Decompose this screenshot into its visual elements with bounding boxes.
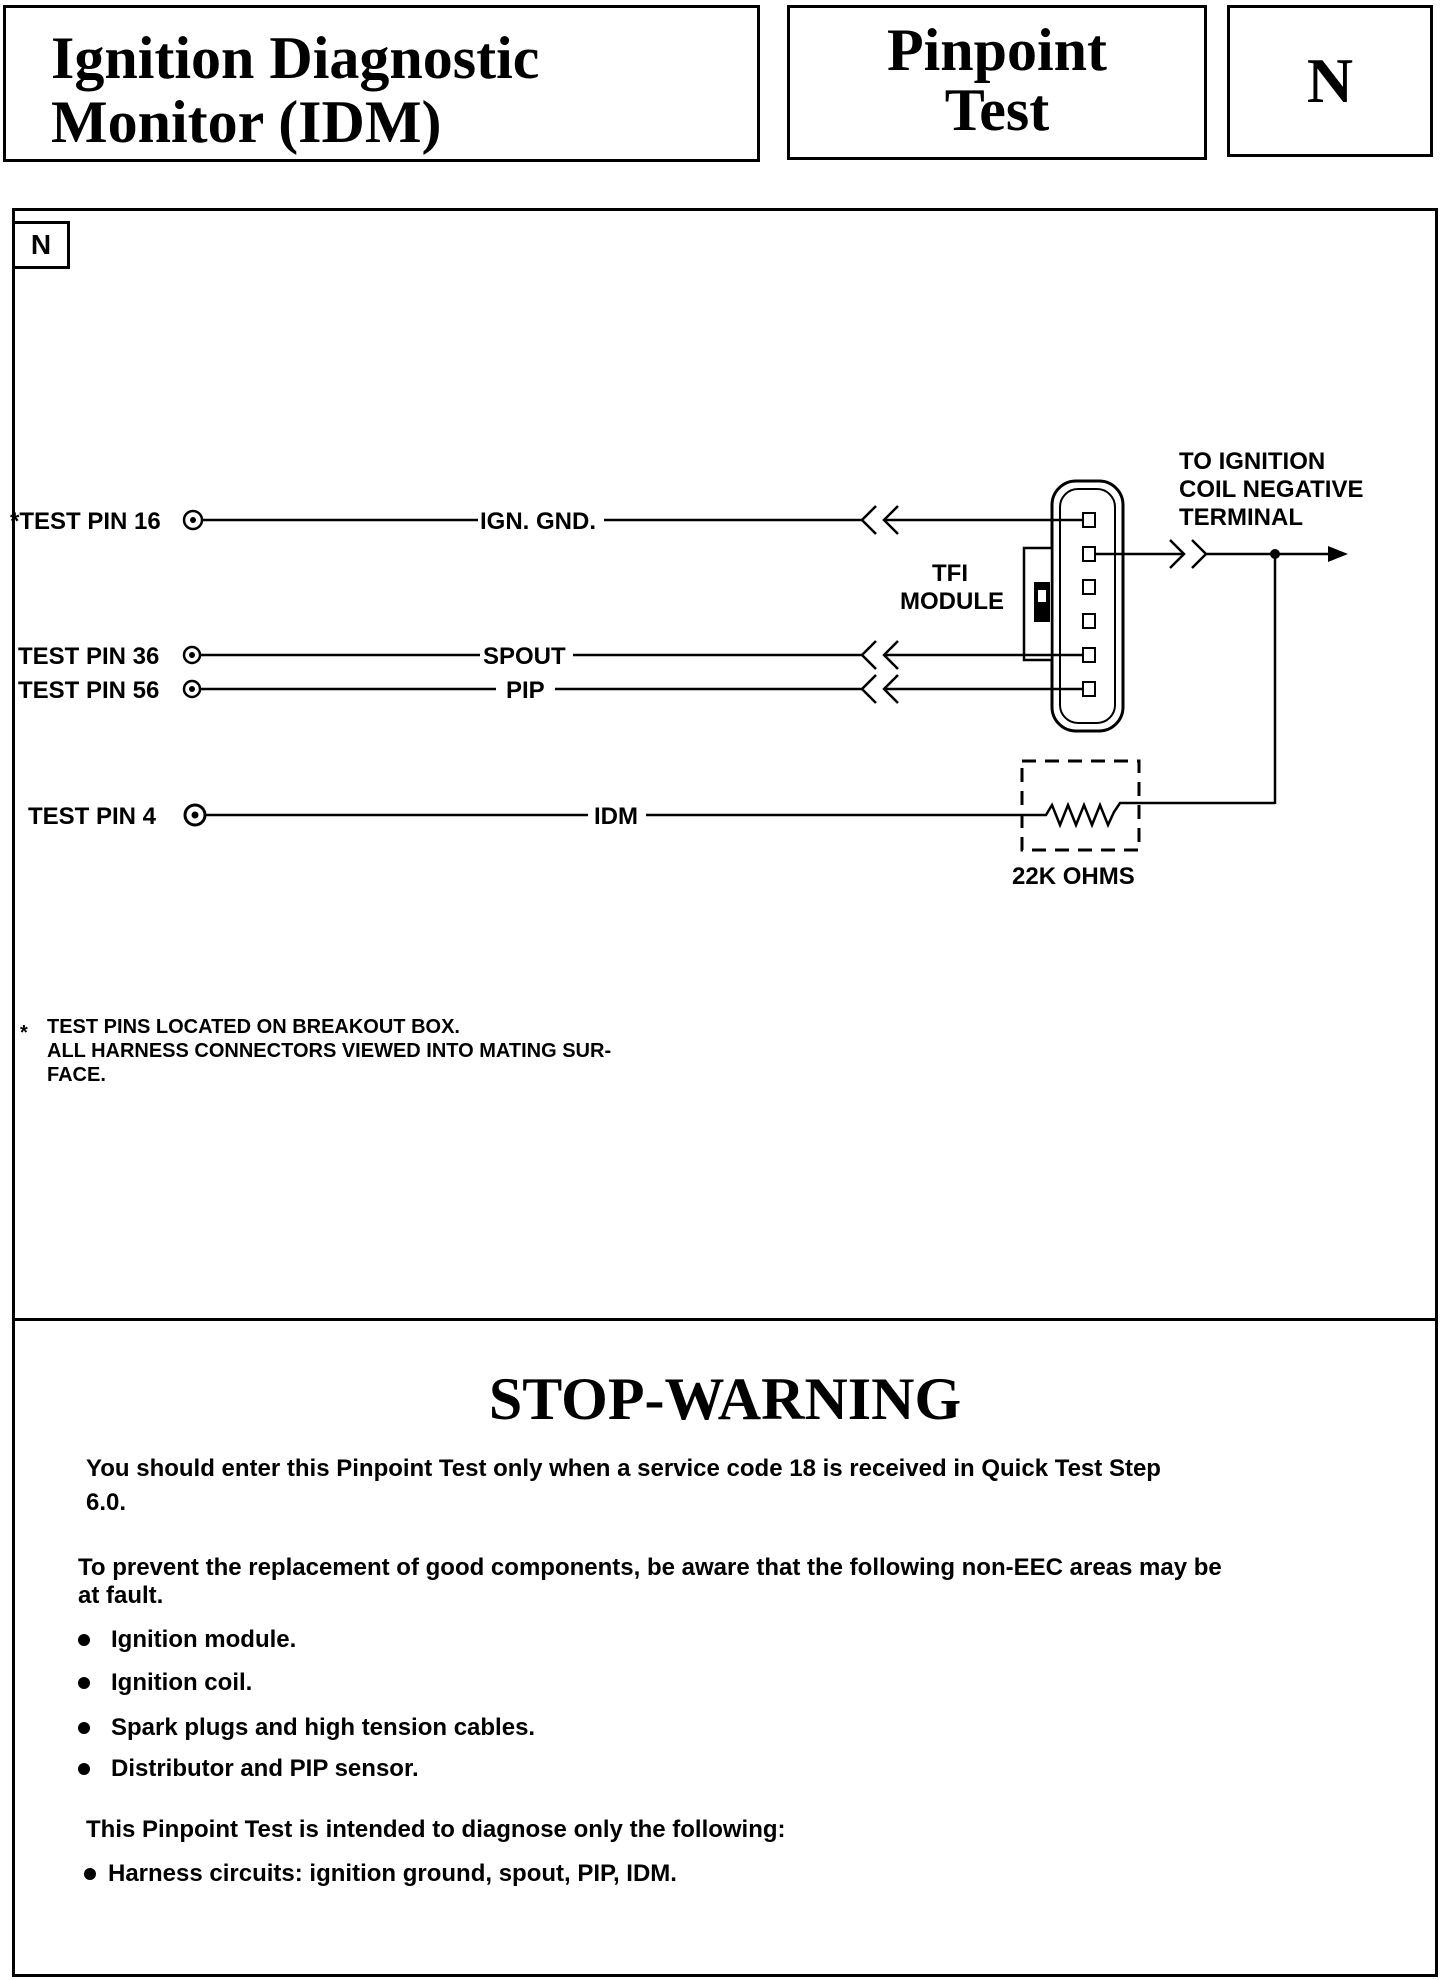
- ign-gnd-harness-connector-icon: [862, 506, 876, 534]
- test-letter: N: [1227, 5, 1433, 157]
- list-item-text: Distributor and PIP sensor.: [111, 1755, 419, 1782]
- connector-pin-1: [1083, 513, 1095, 527]
- connector-pin-6: [1083, 682, 1095, 696]
- test-pin-16-label: *TEST PIN 16: [10, 508, 161, 535]
- connector-pin-4: [1083, 614, 1095, 628]
- coil-label-line-1: TO IGNITION: [1179, 448, 1326, 475]
- page-title-line-1: Ignition Diagnostic: [51, 25, 540, 91]
- tfi-module-label-line-1: TFI: [932, 560, 968, 587]
- bullet-icon: [78, 1722, 90, 1734]
- list-item-text: Harness circuits: ignition ground, spout, PIP, IDM.: [108, 1860, 677, 1887]
- coil-label-line-3: TERMINAL: [1179, 504, 1303, 531]
- resistor-label: 22K OHMS: [1012, 863, 1135, 890]
- list-item-text: Ignition coil.: [111, 1669, 253, 1696]
- test-pin-36-label: TEST PIN 36: [18, 643, 160, 670]
- resistor-icon: [1037, 803, 1128, 825]
- bullet-icon: [78, 1677, 90, 1689]
- warning-caution-line-2: at fault.: [78, 1582, 164, 1609]
- resistor-dashed-outline: [1022, 761, 1139, 850]
- spout-circuit-label: SPOUT: [483, 643, 566, 670]
- test-pin-16-terminal-icon: [184, 511, 202, 529]
- note-line-3: FACE.: [47, 1064, 106, 1086]
- pip-harness-connector-icon: [862, 675, 876, 703]
- connector-pin-3: [1083, 580, 1095, 594]
- list-item: [78, 1626, 296, 1654]
- spout-harness-connector-icon: [862, 641, 876, 669]
- list-item: [78, 1755, 419, 1783]
- list-item-text: Ignition module.: [111, 1626, 297, 1653]
- list-item-text: Spark plugs and high tension cables.: [111, 1714, 536, 1741]
- connector-pin-5: [1083, 648, 1095, 662]
- connector-latch-window: [1038, 590, 1046, 602]
- warning-intro-line-2: 6.0.: [86, 1489, 127, 1516]
- tfi-module-label-line-2: MODULE: [900, 588, 1004, 615]
- section-letter-tag: N: [12, 221, 70, 269]
- test-type-line-2: Test: [944, 77, 1050, 143]
- warning-scope-intro: This Pinpoint Test is intended to diagnose only the following:: [86, 1816, 786, 1843]
- list-item: [78, 1714, 535, 1742]
- test-pin-56-terminal-icon: [184, 681, 200, 697]
- bullet-icon: [78, 1763, 90, 1775]
- test-pin-56-label: TEST PIN 56: [18, 677, 160, 704]
- connector-pin-2: [1083, 547, 1095, 561]
- tfi-module-connector: [1024, 481, 1123, 731]
- note-line-1: TEST PINS LOCATED ON BREAKOUT BOX.: [47, 1016, 460, 1038]
- pip-circuit-label: PIP: [506, 677, 545, 704]
- test-pin-4-label: TEST PIN 4: [28, 803, 157, 830]
- bullet-icon: [84, 1868, 96, 1880]
- idm-circuit-label: IDM: [594, 803, 638, 830]
- test-pin-36-terminal-icon: [184, 647, 200, 663]
- note-line-2: ALL HARNESS CONNECTORS VIEWED INTO MATING SUR-: [47, 1040, 612, 1062]
- note-marker: *: [20, 1022, 28, 1044]
- test-type-line-1: Pinpoint: [886, 17, 1108, 83]
- page-title-line-2: Monitor (IDM): [51, 89, 442, 155]
- bullet-icon: [78, 1634, 90, 1646]
- list-item: [78, 1669, 252, 1697]
- coil-harness-connector-mating-icon: [1192, 540, 1206, 568]
- coil-label-line-2: COIL NEGATIVE: [1179, 476, 1364, 503]
- warning-intro-line-1: You should enter this Pinpoint Test only when a service code 18 is received in Quick Test Step: [86, 1455, 1161, 1482]
- ign-gnd-circuit-label: IGN. GND.: [480, 508, 597, 535]
- arrow-right-icon: [1328, 546, 1348, 562]
- warning-title: STOP-WARNING: [488, 1366, 962, 1432]
- list-item: [84, 1860, 677, 1888]
- warning-caution-line-1: To prevent the replacement of good components, be aware that the following non-EEC areas may be: [78, 1554, 1222, 1581]
- test-pin-4-terminal-icon: [185, 805, 205, 825]
